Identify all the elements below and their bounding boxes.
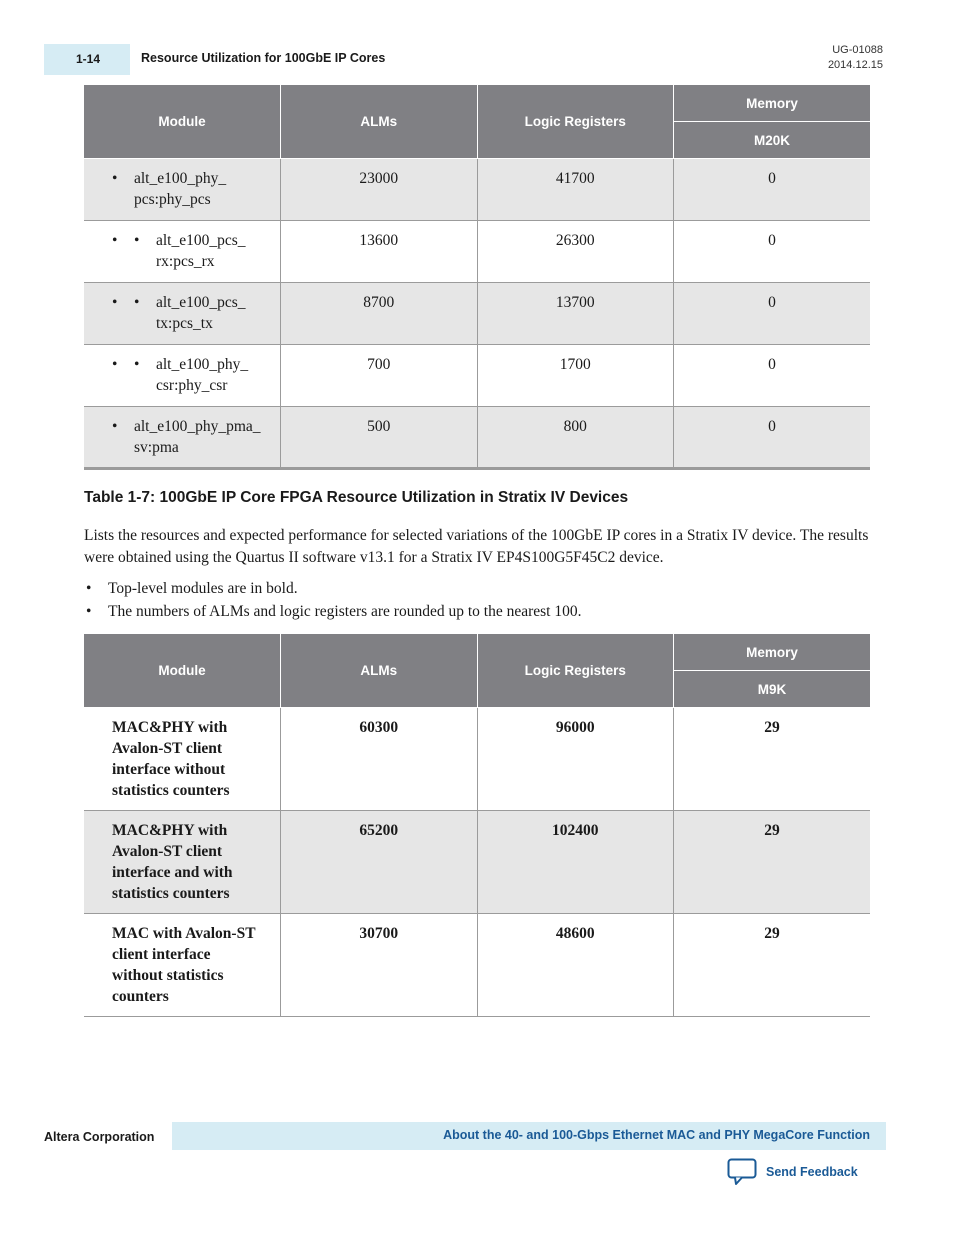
col-header-module: Module bbox=[84, 634, 281, 708]
feedback-icon bbox=[727, 1158, 757, 1186]
send-feedback-button[interactable] bbox=[727, 1158, 858, 1186]
col-header-m20k: M20K bbox=[674, 122, 871, 159]
doc-number: UG-01088 bbox=[832, 44, 883, 56]
col-header-alms: ALMs bbox=[281, 85, 478, 159]
footer-bar bbox=[172, 1122, 886, 1150]
doc-date: 2014.12.15 bbox=[827, 59, 883, 71]
col-header-module: Module bbox=[84, 85, 281, 159]
col-header-m9k: M9K bbox=[674, 671, 871, 708]
table-row bbox=[84, 708, 870, 811]
alms-cell: 13600 bbox=[281, 221, 478, 283]
logic-registers-cell: 13700 bbox=[477, 283, 674, 345]
notes-list bbox=[84, 577, 581, 623]
memory-cell: 0 bbox=[674, 221, 871, 283]
module-cell: • • alt_e100_pcs_ tx:pcs_tx bbox=[84, 283, 281, 345]
table-row bbox=[84, 407, 870, 469]
table-row bbox=[84, 159, 870, 221]
memory-cell: 0 bbox=[674, 159, 871, 221]
memory-cell: 29 bbox=[674, 914, 871, 1017]
alms-cell: 60300 bbox=[281, 708, 478, 811]
memory-cell: 0 bbox=[674, 283, 871, 345]
alms-cell: 30700 bbox=[281, 914, 478, 1017]
alms-cell: 700 bbox=[281, 345, 478, 407]
logic-registers-cell: 800 bbox=[477, 407, 674, 469]
document-id bbox=[828, 43, 883, 73]
memory-cell: 29 bbox=[674, 708, 871, 811]
company-name: Altera Corporation bbox=[44, 1130, 155, 1144]
send-feedback-label: Send Feedback bbox=[766, 1165, 858, 1179]
list-item: • The numbers of ALMs and logic registers are rounded up to the nearest 100. bbox=[86, 603, 582, 620]
list-item: • Top-level modules are in bold. bbox=[86, 580, 298, 597]
module-cell: • alt_e100_phy_ pcs:phy_pcs bbox=[84, 159, 281, 221]
table-row bbox=[84, 221, 870, 283]
alms-cell: 23000 bbox=[281, 159, 478, 221]
table-row bbox=[84, 283, 870, 345]
module-cell: • • alt_e100_phy_ csr:phy_csr bbox=[84, 345, 281, 407]
module-cell: MAC with Avalon-ST client interface without statistics counters bbox=[84, 914, 281, 1017]
section-title: Resource Utilization for 100GbE IP Cores bbox=[141, 51, 386, 65]
table-description: Lists the resources and expected performance for selected variations of the 100GbE IP cores in a Stratix IV device. The results were obtained using the Quartus II software v13.1 for a Stratix IV EP4S100G5F45C2 device. bbox=[84, 527, 869, 566]
logic-registers-cell: 96000 bbox=[477, 708, 674, 811]
memory-cell: 29 bbox=[674, 811, 871, 914]
logic-registers-cell: 48600 bbox=[477, 914, 674, 1017]
table-row bbox=[84, 914, 870, 1017]
alms-cell: 8700 bbox=[281, 283, 478, 345]
page-number: 1-14 bbox=[76, 52, 101, 66]
col-header-alms: ALMs bbox=[281, 634, 478, 708]
table-caption: Table 1-7: 100GbE IP Core FPGA Resource Utilization in Stratix IV Devices bbox=[84, 489, 629, 506]
module-cell: • • alt_e100_pcs_ rx:pcs_rx bbox=[84, 221, 281, 283]
module-cell: MAC&PHY with Avalon-ST client interface without statistics counters bbox=[84, 708, 281, 811]
logic-registers-cell: 102400 bbox=[477, 811, 674, 914]
col-header-memory: Memory bbox=[674, 85, 871, 122]
document-title-link[interactable]: About the 40- and 100-Gbps Ethernet MAC and PHY MegaCore Function bbox=[443, 1128, 870, 1142]
logic-registers-cell: 41700 bbox=[477, 159, 674, 221]
col-header-logic-registers: Logic Registers bbox=[477, 85, 674, 159]
logic-registers-cell: 1700 bbox=[477, 345, 674, 407]
table-row bbox=[84, 345, 870, 407]
col-header-memory: Memory bbox=[674, 634, 871, 671]
alms-cell: 65200 bbox=[281, 811, 478, 914]
module-cell: MAC&PHY with Avalon-ST client interface and with statistics counters bbox=[84, 811, 281, 914]
module-cell: • alt_e100_phy_pma_ sv:pma bbox=[84, 407, 281, 469]
col-header-logic-registers: Logic Registers bbox=[477, 634, 674, 708]
logic-registers-cell: 26300 bbox=[477, 221, 674, 283]
resource-table-stratix-iv bbox=[84, 633, 870, 1017]
resource-table-stratix-v bbox=[84, 84, 870, 470]
memory-cell: 0 bbox=[674, 407, 871, 469]
page-number-tab bbox=[44, 44, 130, 75]
alms-cell: 500 bbox=[281, 407, 478, 469]
memory-cell: 0 bbox=[674, 345, 871, 407]
table-row bbox=[84, 811, 870, 914]
